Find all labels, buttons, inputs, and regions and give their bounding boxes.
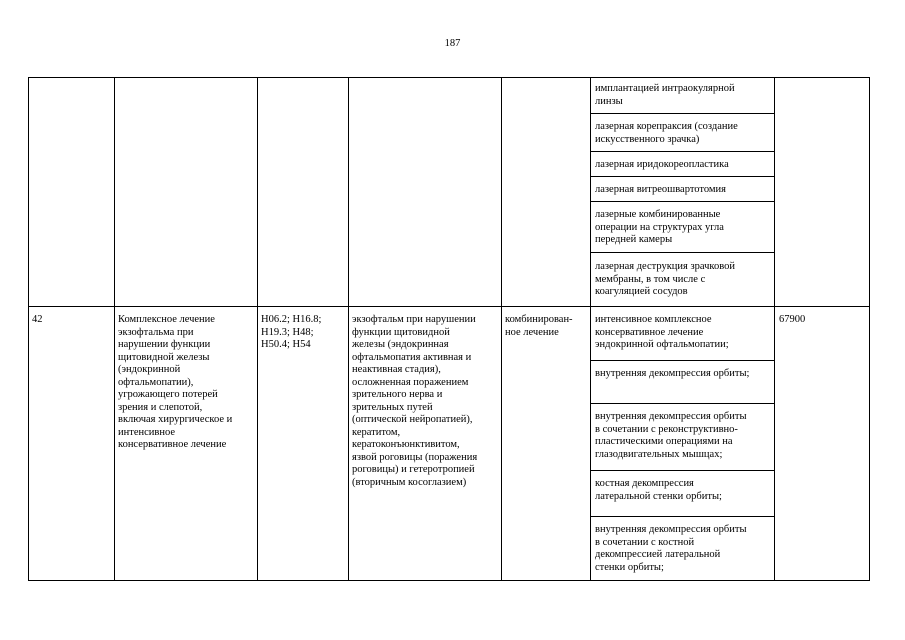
method-cell: костная декомпрессия латеральной стенки орбиты;: [595, 478, 722, 502]
column-divider: [501, 77, 502, 581]
page-number: 187: [444, 38, 461, 49]
method-divider: [590, 360, 775, 361]
column-divider: [774, 77, 775, 581]
method-cell: лазерная витреошвартотомия: [595, 184, 726, 195]
method-divider: [590, 113, 775, 114]
table-border-left: [28, 77, 29, 581]
column-divider: [114, 77, 115, 581]
method-cell: имплантацией интраокулярной линзы: [595, 83, 735, 107]
method-divider: [590, 201, 775, 202]
table-border-bottom: [28, 580, 870, 581]
method-cell: лазерная иридокореопластика: [595, 159, 729, 170]
method-cell: внутренняя декомпрессия орбиты;: [595, 368, 750, 379]
treatment-type-cell: комбинирован- ное лечение: [505, 314, 573, 338]
care-name-cell: Комплексное лечение экзофтальма при нарушении функции щитовидной железы (эндокринной офтальмопатии), угрожающего потерей зрения и слепотой, включая хирургическое и интенсивное консервативное лечение: [118, 314, 233, 450]
row-divider: [28, 306, 870, 307]
table-border-right: [869, 77, 870, 581]
method-divider: [590, 252, 775, 253]
table-border-top: [28, 77, 870, 78]
row-number: 42: [32, 314, 43, 325]
method-divider: [590, 176, 775, 177]
method-divider: [590, 403, 775, 404]
method-cell: внутренняя декомпрессия орбиты в сочетании с реконструктивно- пластическими операциями на глазодвигательных мышцах;: [595, 411, 747, 460]
column-divider: [590, 77, 591, 581]
method-cell: интенсивное комплексное консервативное лечение эндокринной офтальмопатии;: [595, 314, 729, 350]
patient-model-cell: экзофтальм при нарушении функции щитовидной железы (эндокринная офтальмопатия активная и неактивная стадия), осложненная поражением зрительного нерва и зрительных путей (оптической нейропатией), кератитом, кератоконъюнктивитом, язвой роговицы (поражения роговицы) и гетеротропией (вторичным косоглазием): [352, 314, 478, 488]
method-cell: лазерные комбинированные операции на структурах угла передней камеры: [595, 209, 724, 245]
method-cell: лазерная деструкция зрачковой мембраны, в том числе с коагуляцией сосудов: [595, 261, 735, 297]
column-divider: [257, 77, 258, 581]
method-cell: внутренняя декомпрессия орбиты в сочетании с костной декомпрессией латеральной стенки орбиты;: [595, 524, 747, 573]
method-divider: [590, 151, 775, 152]
method-divider: [590, 470, 775, 471]
icd-codes-cell: H06.2; H16.8; H19.3; H48; H50.4; H54: [261, 314, 322, 350]
method-cell: лазерная корепраксия (создание искусственного зрачка): [595, 121, 738, 145]
medical-care-table: [28, 77, 870, 581]
column-divider: [348, 77, 349, 581]
method-divider: [590, 516, 775, 517]
price-cell: 67900: [779, 314, 806, 325]
